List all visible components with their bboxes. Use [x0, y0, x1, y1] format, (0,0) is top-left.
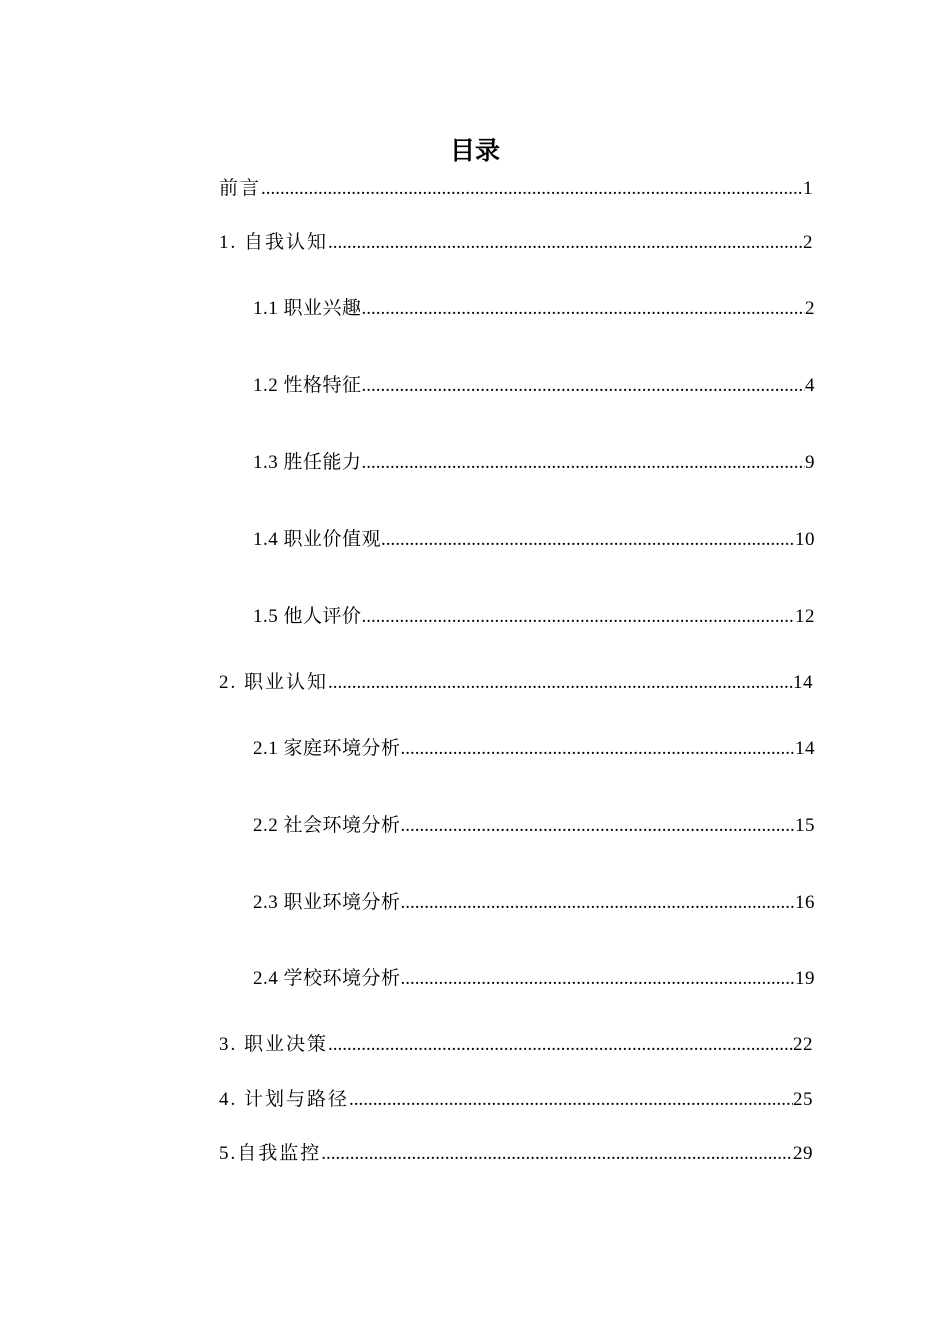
toc-entry-1[interactable]: [219, 230, 813, 256]
toc-entry-2-1[interactable]: [253, 736, 815, 762]
dot-leader: [362, 604, 795, 630]
dot-leader: [381, 527, 795, 553]
toc-entry-2-3[interactable]: [253, 890, 815, 916]
toc-entry-page: 2: [805, 298, 815, 319]
toc-entry-preface[interactable]: [219, 176, 813, 202]
toc-entry-label: 1.4 职业价值观: [253, 529, 382, 550]
toc-entry-label: 1.1 职业兴趣: [253, 298, 362, 319]
dot-leader: [349, 1087, 793, 1113]
dot-leader: [401, 966, 795, 992]
toc-entry-page: 29: [793, 1143, 813, 1164]
toc-entry-label: 1.2 性格特征: [253, 375, 362, 396]
toc-entry-page: 14: [795, 738, 815, 759]
toc-entry-label: 2. 职业认知: [219, 672, 329, 693]
toc-entry-label: 2.2 社会环境分析: [253, 815, 401, 836]
toc-entry-label: 2.3 职业环境分析: [253, 892, 401, 913]
toc-entry-page: 22: [793, 1034, 813, 1055]
toc-entry-page: 4: [805, 375, 815, 396]
toc-entry-label: 4. 计划与路径: [219, 1089, 350, 1110]
toc-title: 目录: [449, 136, 500, 165]
dot-leader: [401, 736, 795, 762]
toc-entry-label: 1.3 胜任能力: [253, 452, 362, 473]
toc-entry-3[interactable]: [219, 1032, 813, 1058]
toc-entry-1-2[interactable]: [253, 373, 815, 399]
dot-leader: [362, 373, 805, 399]
dot-leader: [321, 1141, 793, 1167]
dot-leader: [362, 296, 805, 322]
toc-entry-page: 9: [805, 452, 815, 473]
toc-entry-label: 1. 自我认知: [219, 232, 329, 253]
toc-entry-page: 25: [793, 1089, 813, 1110]
toc-entry-page: 19: [795, 968, 815, 989]
dot-leader: [328, 670, 793, 696]
dot-leader: [328, 230, 803, 256]
dot-leader: [261, 176, 803, 202]
toc-entry-1-3[interactable]: [253, 450, 815, 476]
dot-leader: [401, 890, 795, 916]
toc-entry-page: 16: [795, 892, 815, 913]
toc-entry-1-1[interactable]: [253, 296, 815, 322]
toc-entry-4[interactable]: [219, 1087, 813, 1113]
dot-leader: [401, 813, 795, 839]
toc-entry-5[interactable]: [219, 1141, 813, 1167]
toc-entry-label: 前言: [219, 178, 262, 199]
toc-entry-2-2[interactable]: [253, 813, 815, 839]
toc-entry-label: 2.1 家庭环境分析: [253, 738, 401, 759]
toc-entry-label: 1.5 他人评价: [253, 606, 362, 627]
toc-entry-label: 3. 职业决策: [219, 1034, 329, 1055]
toc-entry-1-4[interactable]: [253, 527, 815, 553]
toc-entry-2[interactable]: [219, 670, 813, 696]
toc-entry-label: 5.自我监控: [219, 1143, 322, 1164]
toc-entry-page: 14: [793, 672, 813, 693]
dot-leader: [362, 450, 805, 476]
toc-entry-page: 2: [803, 232, 813, 253]
toc-entry-page: 1: [803, 178, 813, 199]
toc-entry-1-5[interactable]: [253, 604, 815, 630]
toc-entry-label: 2.4 学校环境分析: [253, 968, 401, 989]
toc-entry-page: 12: [795, 606, 815, 627]
toc-entry-page: 15: [795, 815, 815, 836]
dot-leader: [328, 1032, 793, 1058]
toc-entry-2-4[interactable]: [253, 966, 815, 992]
toc-entry-page: 10: [795, 529, 815, 550]
